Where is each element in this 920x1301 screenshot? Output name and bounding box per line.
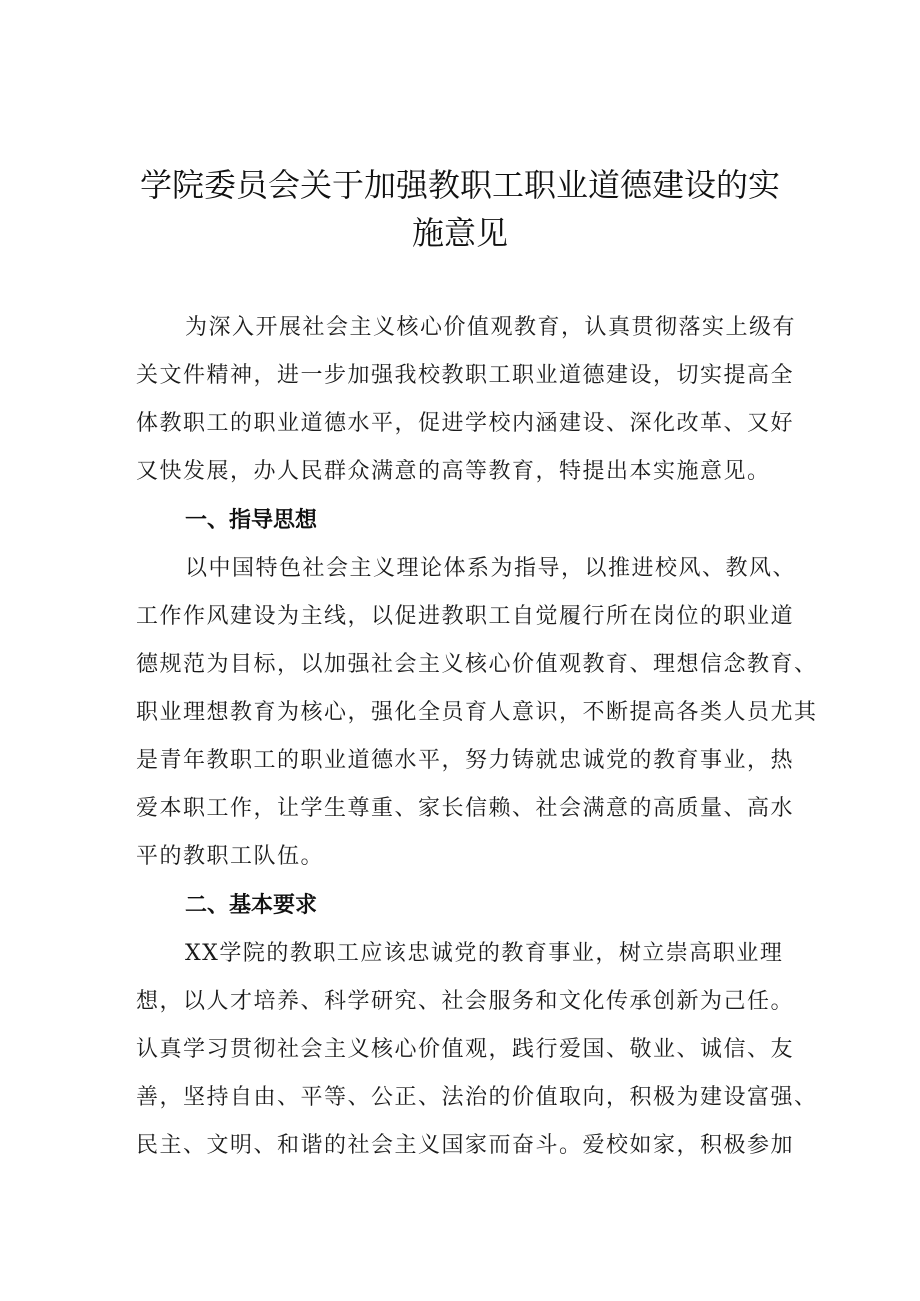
section-1-line: 是青年教职工的职业道德水平，努力铸就忠诚党的教育事业，热 [136,748,795,773]
intro-line: 体教职工的职业道德水平，促进学校内涵建设、深化改革、又好 [136,411,795,436]
section-2-line: 想，以人才培养、科学研究、社会服务和文化传承创新为己任。 [136,989,795,1014]
section-1-line: 工作作风建设为主线，以促进教职工自觉履行所在岗位的职业道 [136,604,795,629]
document-title-line-2: 施意见 [411,214,508,252]
document-title-line-1: 学院委员会关于加强教职工职业道德建设的实 [139,166,780,204]
section-1-heading: 一、指导思想 [185,508,318,533]
section-2-line: XX学院的教职工应该忠诚党的教育事业，树立崇高职业理 [185,941,784,966]
section-2-line: 善，坚持自由、平等、公正、法治的价值取向，积极为建设富强、 [136,1085,818,1110]
intro-line: 又快发展，办人民群众满意的高等教育，特提出本实施意见。 [136,459,771,484]
section-2-line: 认真学习贯彻社会主义核心价值观，践行爱国、敬业、诚信、友 [136,1037,795,1062]
section-1-line: 平的教职工队伍。 [136,844,325,869]
section-1-line: 以中国特色社会主义理论体系为指导，以推进校风、教风、 [185,556,797,581]
intro-line: 为深入开展社会主义核心价值观教育，认真贯彻落实上级有 [185,315,797,340]
section-1-line: 职业理想教育为核心，强化全员育人意识，不断提高各类人员尤其 [136,700,818,725]
section-2-heading: 二、基本要求 [185,893,318,918]
intro-line: 关文件精神，进一步加强我校教职工职业道德建设，切实提高全 [136,363,795,388]
section-1-line: 爱本职工作，让学生尊重、家长信赖、社会满意的高质量、高水 [136,796,795,821]
section-1-line: 德规范为目标，以加强社会主义核心价值观教育、理想信念教育、 [136,652,818,677]
section-2-line: 民主、文明、和谐的社会主义国家而奋斗。爱校如家，积极参加 [136,1133,795,1158]
